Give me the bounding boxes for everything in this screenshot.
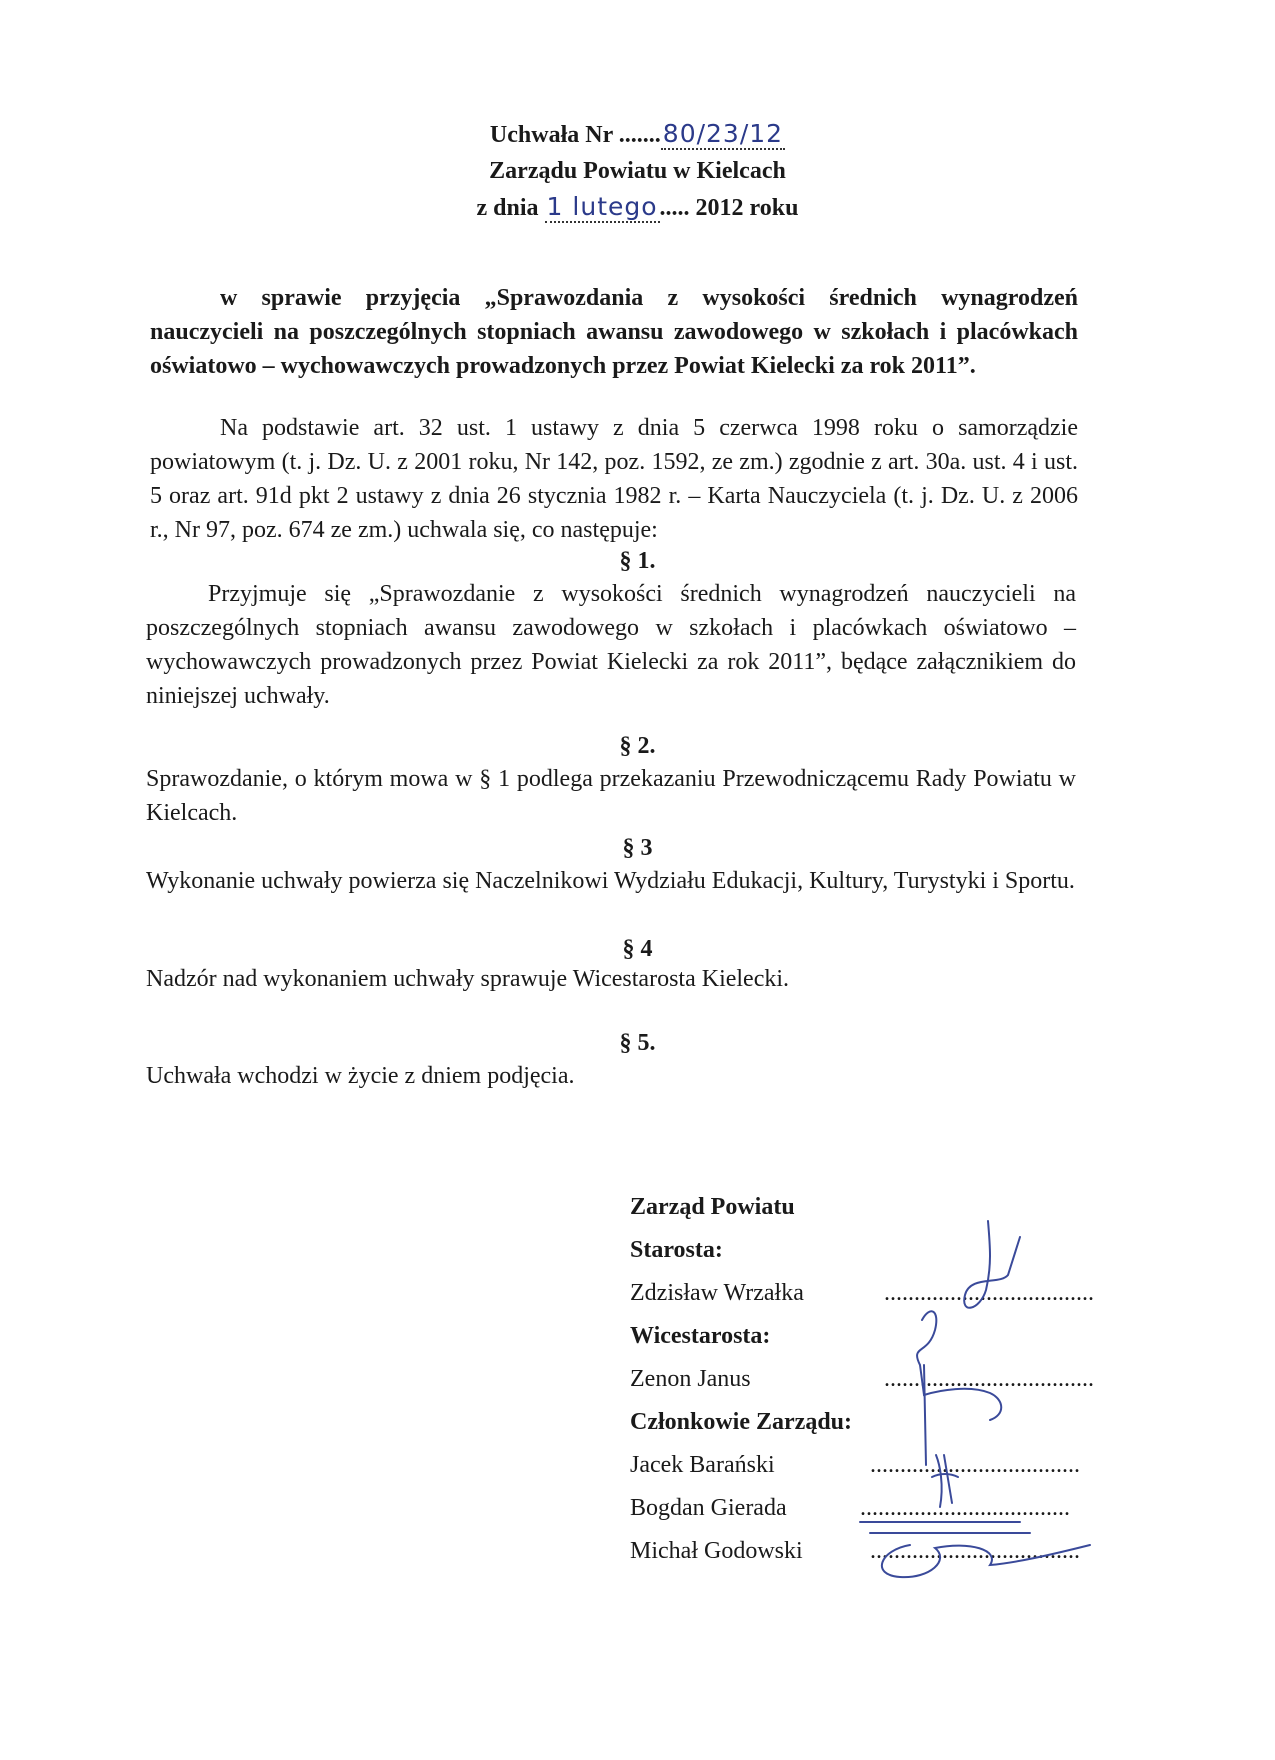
members-label: Członkowie Zarządu: <box>630 1409 852 1435</box>
subject-line-2: nauczycieli na poszczególnych stopniach awansu zawodowego w szkołach i placówkach <box>150 319 1078 345</box>
wicestarosta-signature-stroke <box>917 1311 1001 1420</box>
resolution-prefix: Uchwała Nr <box>489 122 619 148</box>
wicestarosta-signature-line: ................................... <box>884 1366 1094 1392</box>
member-1-signature-line: ................................... <box>870 1452 1080 1478</box>
section-4-text: Nadzór nad wykonaniem uchwały sprawuje Wicestarosta Kielecki. <box>146 966 790 992</box>
subject-line-3: oświatowo – wychowawczych prowadzonych przez Powiat Kielecki za rok 2011”. <box>150 353 976 379</box>
section-1-body <box>146 577 1076 713</box>
member-1-signature-stroke <box>932 1455 958 1507</box>
handwritten-signatures <box>840 1215 1120 1585</box>
section-5-text: Uchwała wchodzi w życie z dniem podjęcia. <box>146 1063 575 1089</box>
member-2-signature-stroke <box>860 1522 1030 1533</box>
member-2-name: Bogdan Gierada <box>630 1495 787 1521</box>
document-header <box>0 116 1275 226</box>
member-2-signature-line: ................................... <box>860 1495 1070 1521</box>
starosta-signature-line: ................................... <box>884 1280 1094 1306</box>
board-name: Zarządu Powiatu w Kielcach <box>489 158 786 184</box>
member-3-name: Michał Godowski <box>630 1538 803 1564</box>
section-3-text: Wykonanie uchwały powierza się Naczelnikowi Wydziału Edukacji, Kultury, Turystyki i Sportu. <box>146 868 1075 894</box>
starosta-signature-stroke <box>964 1221 1020 1308</box>
date-handwritten: 1 lutego <box>546 192 658 221</box>
date-suffix: 2012 roku <box>689 195 799 221</box>
wicestarosta-label: Wicestarosta: <box>630 1323 771 1349</box>
section-4-title: § 4 <box>622 936 653 962</box>
legal-basis <box>150 411 1078 547</box>
member-3-signature-stroke <box>882 1545 1090 1577</box>
section-2-title: § 2. <box>619 733 656 759</box>
resolution-number-line <box>0 116 1275 153</box>
section-2-text: Sprawozdanie, o którym mowa w § 1 podlega przekazaniu Przewodniczącemu Rady Powiatu w Kielcach. <box>146 766 1076 826</box>
starosta-name: Zdzisław Wrzałka <box>630 1280 804 1306</box>
date-line <box>0 189 1275 226</box>
starosta-label: Starosta: <box>630 1237 723 1263</box>
subject-line-1: w sprawie przyjęcia „Sprawozdania z wysokości średnich wynagrodzeń <box>220 285 1078 311</box>
member-3-signature-line: ................................... <box>870 1538 1080 1564</box>
section-1-text: Przyjmuje się „Sprawozdanie z wysokości średnich wynagrodzeń nauczycieli na poszczególnych stopniach awansu zawodowego w szkołach i placówkach oświatowo – wychowawczych prowadzonych przez Powiat Kielecki za rok 2011”, będące załącznikiem do niniejszej uchwały. <box>146 581 1076 709</box>
resolution-dots: ....... <box>618 122 661 148</box>
section-5-title: § 5. <box>619 1030 656 1056</box>
signature-strokes <box>860 1221 1090 1577</box>
section-3-title: § 3 <box>622 835 653 861</box>
resolution-subject <box>150 281 1078 383</box>
date-dots: ..... <box>659 195 690 221</box>
wicestarosta-name: Zenon Janus <box>630 1366 751 1392</box>
wicestarosta-signature-tail <box>924 1365 926 1465</box>
resolution-number-handwritten: 80/23/12 <box>662 119 784 148</box>
legal-basis-text: Na podstawie art. 32 ust. 1 ustawy z dnia 5 czerwca 1998 roku o samorządzie powiatowym (t. j. Dz. U. z 2001 roku, Nr 142, poz. 1592, ze zm.) zgodnie z art. 30a. ust. 4 i ust. 5 oraz art. 91d pkt 2 ustawy z dnia 26 stycznia 1982 r. – Karta Nauczyciela (t. j. Dz. U. z 2006 r., Nr 97, poz. 674 ze zm.) uchwala się, co następuje: <box>150 415 1078 543</box>
board-title: Zarząd Powiatu <box>630 1194 795 1220</box>
date-prefix: z dnia <box>476 195 545 221</box>
section-1-title: § 1. <box>619 548 656 574</box>
member-1-name: Jacek Barański <box>630 1452 775 1478</box>
